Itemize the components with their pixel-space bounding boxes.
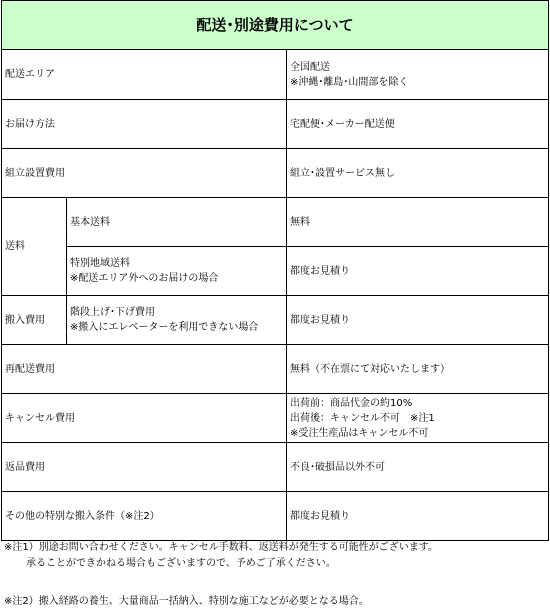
note1-line2: 承ることができかねる場合もございますので、予めご了承ください。 <box>26 558 336 569</box>
note2: ※注2）搬入経路の養生、大量商品一括納入、特別な施工などが必要となる場合。 <box>4 596 369 607</box>
delivery-area-label: 配送エリア <box>2 50 287 100</box>
returns-value: 不良･破損品以外不可 <box>287 443 549 492</box>
shipping-special-value: 都度お見積り <box>287 247 549 296</box>
carry-in-sub <box>67 296 287 345</box>
cancel-value-line1: 出荷前：商品代金の約10% <box>290 397 413 409</box>
carry-in-label: 搬入費用 <box>2 296 67 345</box>
assembly-fee-label: 組立設置費用 <box>2 149 287 198</box>
returns-label: 返品費用 <box>2 443 287 492</box>
redelivery-label: 再配送費用 <box>2 345 287 394</box>
shipping-special-label-line2: ※配送エリア外へのお届けの場合 <box>70 273 219 284</box>
delivery-area-value <box>287 50 549 100</box>
delivery-area-value-line1: 全国配送 <box>290 61 330 73</box>
carry-in-value: 都度お見積り <box>287 296 549 345</box>
shipping-basic-value: 無料 <box>287 198 549 247</box>
cancel-value-line3: ※受注生産品はキャンセル不可 <box>290 427 429 439</box>
carry-in-sub-line1: 階段上げ･下げ費用 <box>70 307 155 318</box>
shipping-special-label <box>67 247 287 296</box>
delivery-method-label: お届け方法 <box>2 100 287 149</box>
carry-in-sub-line2: ※搬入にエレベーターを利用できない場合 <box>70 322 259 333</box>
shipping-special-label-line1: 特別地域送料 <box>70 258 130 269</box>
cancel-value <box>287 394 549 443</box>
delivery-method-value: 宅配便･メーカー配送便 <box>287 100 549 149</box>
notes-spacer <box>4 572 548 594</box>
redelivery-value: 無料（不在票にて対応いたします） <box>287 345 549 394</box>
shipping-basic-label: 基本送料 <box>67 198 287 247</box>
other-conditions-value: 都度お見積り <box>287 492 549 541</box>
delivery-fee-table <box>1 0 549 541</box>
cancel-label: キャンセル費用 <box>2 394 287 443</box>
other-conditions-label: その他の特別な搬入条件（※注2） <box>2 492 287 541</box>
shipping-label: 送料 <box>2 198 67 296</box>
note1-line1: ※注1）別途お問い合わせください。キャンセル手数料、返送料が発生する可能性がございます。 <box>4 542 438 553</box>
delivery-area-value-line2: ※沖縄･離島･山間部を除く <box>290 76 409 88</box>
cancel-value-line2: 出荷後：キャンセル不可 ※注1 <box>290 412 435 424</box>
table-title: 配送･別途費用について <box>2 1 549 50</box>
assembly-fee-value: 組立･設置サービス無し <box>287 149 549 198</box>
